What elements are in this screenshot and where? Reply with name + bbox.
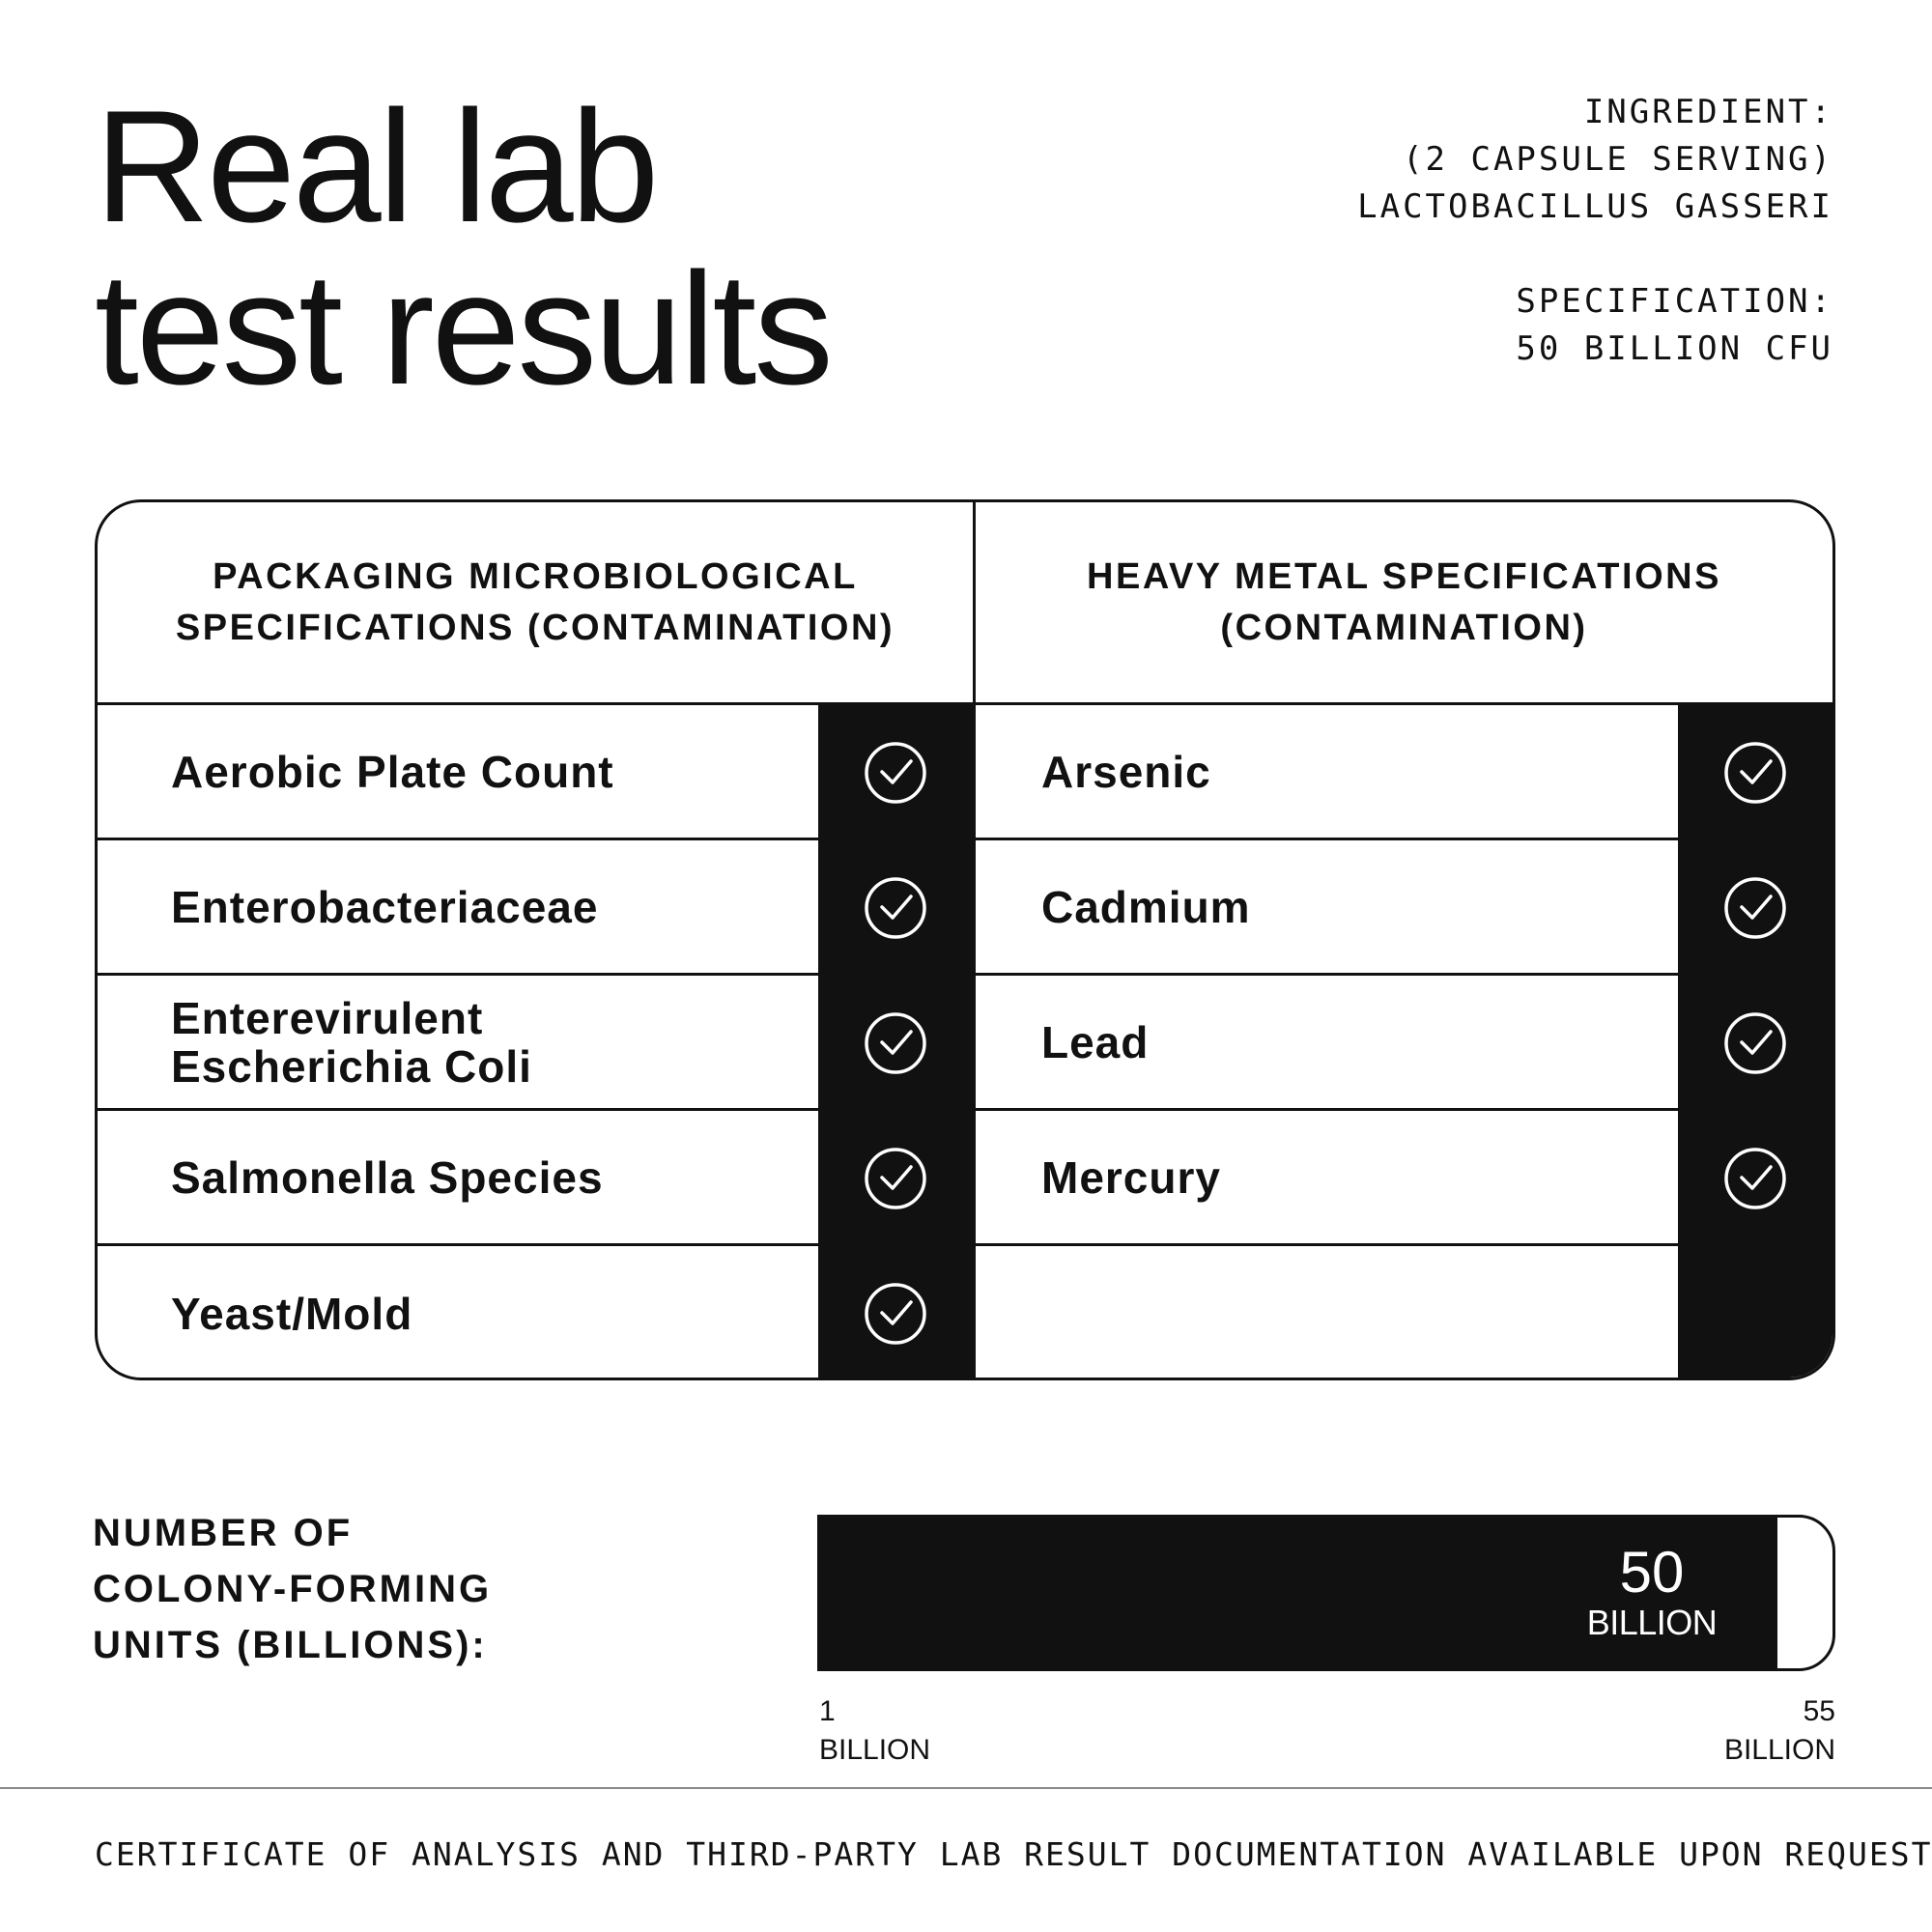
heavy-metal-column	[973, 502, 1833, 1378]
heavy-metal-check-column	[1678, 705, 1833, 1378]
specification-block	[1357, 278, 1833, 373]
results-table	[95, 499, 1835, 1380]
cfu-bar-value	[1555, 1518, 1748, 1668]
cfu-value-unit: BILLION	[1586, 1603, 1718, 1642]
check-circle-icon	[818, 1246, 973, 1380]
test-name: Enterobacteriaceae	[171, 881, 599, 932]
check-circle-icon	[818, 1111, 973, 1246]
check-circle-icon	[1678, 976, 1833, 1111]
test-name: Yeast/Mold	[171, 1289, 413, 1339]
cfu-bar	[817, 1515, 1835, 1671]
check-circle-icon	[1678, 705, 1833, 840]
check-circle-icon	[1678, 1111, 1833, 1246]
ingredient-label: INGREDIENT:	[1583, 93, 1833, 131]
product-meta	[1357, 89, 1833, 373]
check-circle-icon	[818, 840, 973, 976]
check-circle-icon	[1678, 840, 1833, 976]
test-name: Mercury	[1041, 1151, 1221, 1203]
specification-label: SPECIFICATION:	[1516, 282, 1833, 321]
footer-divider	[0, 1787, 1932, 1789]
page-title-line-2: test results	[95, 240, 831, 417]
footer-note: CERTIFICATE OF ANALYSIS AND THIRD-PARTY LAB RESULT DOCUMENTATION AVAILABLE UPON REQUEST	[95, 1835, 1932, 1873]
ingredient-block	[1357, 89, 1833, 231]
page-title	[95, 77, 831, 417]
cfu-axis-min: 1 BILLION	[819, 1695, 931, 1766]
cfu-label: NUMBER OF COLONY-FORMING UNITS (BILLIONS):	[93, 1512, 493, 1666]
check-circle-icon	[818, 976, 973, 1111]
check-circle-icon	[818, 705, 973, 840]
ingredient-name: LACTOBACILLUS GASSERI	[1357, 187, 1833, 226]
microbiological-heading: PACKAGING MICROBIOLOGICAL SPECIFICATIONS (CONTAMINATION)	[98, 502, 973, 705]
test-name: Lead	[1041, 1016, 1150, 1067]
test-name: Aerobic Plate Count	[171, 746, 614, 797]
cfu-value-number: 50	[1619, 1540, 1685, 1605]
ingredient-serving: (2 CAPSULE SERVING)	[1403, 140, 1833, 179]
microbiological-column	[98, 502, 973, 1378]
heavy-metal-heading: HEAVY METAL SPECIFICATIONS (CONTAMINATION)	[976, 502, 1833, 705]
microbiological-check-column	[818, 705, 973, 1378]
cfu-axis-max: 55 BILLION	[1723, 1695, 1835, 1766]
page-title-line-1: Real lab	[95, 77, 657, 255]
test-name: Arsenic	[1041, 746, 1211, 797]
specification-value: 50 BILLION CFU	[1516, 329, 1833, 368]
test-name: Enterevirulent Escherichia Coli	[171, 992, 532, 1092]
test-name: Cadmium	[1041, 881, 1251, 932]
test-name: Salmonella Species	[171, 1151, 604, 1203]
